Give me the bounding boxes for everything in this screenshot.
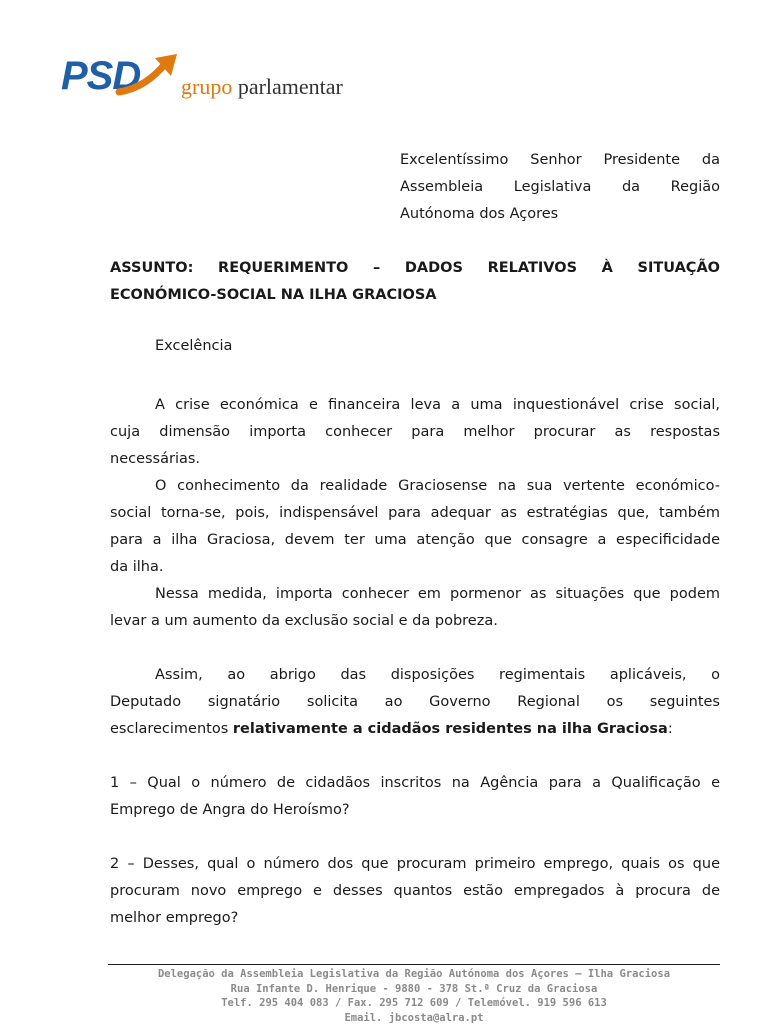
text-line: [110, 716, 720, 743]
text-line: Assim, ao abrigo das disposições regimentais aplicáveis, o: [110, 662, 720, 689]
logo-brand: PSD: [61, 54, 140, 99]
text-line: 1 – Qual o número de cidadãos inscritos na Agência para a Qualificação e: [110, 770, 720, 797]
text-line: para a ilha Graciosa, devem ter uma atenção que consagre a especificidade: [110, 527, 720, 554]
logo-text: [181, 74, 343, 100]
footer-line: Email. jbcosta@alra.pt: [108, 1011, 720, 1025]
question-2: [110, 851, 720, 932]
party-logo: [55, 48, 345, 118]
addressee-line: Assembleia Legislativa da Região: [400, 174, 720, 201]
text-line: social torna-se, pois, indispensável para adequar as estratégias que, também: [110, 500, 720, 527]
paragraph-3: [110, 581, 720, 635]
text-line: da ilha.: [110, 554, 720, 581]
question-1: [110, 770, 720, 824]
page-footer: [108, 964, 720, 1025]
addressee-line: Autónoma dos Açores: [400, 201, 720, 228]
paragraph-2: [110, 473, 720, 581]
text-line: 2 – Desses, qual o número dos que procuram primeiro emprego, quais os que: [110, 851, 720, 878]
text-bold: relativamente a cidadãos residentes na ilha Graciosa: [233, 721, 668, 737]
paragraph-4: [110, 662, 720, 743]
text-line: Nessa medida, importa conhecer em pormenor as situações que podem: [110, 581, 720, 608]
subject-heading: [110, 255, 720, 309]
subject-line: ECONÓMICO-SOCIAL NA ILHA GRACIOSA: [110, 282, 720, 309]
addressee-line: Excelentíssimo Senhor Presidente da: [400, 147, 720, 174]
footer-line: Telf. 295 404 083 / Fax. 295 712 609 / Telemóvel. 919 596 613: [108, 996, 720, 1011]
paragraph-1: [110, 392, 720, 473]
footer-line: Rua Infante D. Henrique - 9880 - 378 St.ª Cruz da Graciosa: [108, 982, 720, 997]
text-span: esclarecimentos: [110, 721, 233, 737]
text-line: Deputado signatário solicita ao Governo Regional os seguintes: [110, 689, 720, 716]
text-line: A crise económica e financeira leva a uma inquestionável crise social,: [110, 392, 720, 419]
text-line: necessárias.: [110, 446, 720, 473]
salutation: Excelência: [155, 338, 232, 354]
text-line: Emprego de Angra do Heroísmo?: [110, 797, 720, 824]
text-line: O conhecimento da realidade Graciosense na sua vertente económico-: [110, 473, 720, 500]
logo-text-2: parlamentar: [238, 74, 343, 99]
text-line: cuja dimensão importa conhecer para melhor procurar as respostas: [110, 419, 720, 446]
subject-line: ASSUNTO: REQUERIMENTO – DADOS RELATIVOS À SITUAÇÃO: [110, 255, 720, 282]
addressee-block: [400, 147, 720, 228]
text-line: levar a um aumento da exclusão social e da pobreza.: [110, 608, 720, 635]
text-span: :: [668, 721, 673, 737]
arrow-icon: [115, 52, 185, 102]
footer-line: Delegação da Assembleia Legislativa da Região Autónoma dos Açores – Ilha Graciosa: [108, 967, 720, 982]
logo-text-1: grupo: [181, 74, 232, 99]
text-line: procuram novo emprego e desses quantos estão empregados à procura de: [110, 878, 720, 905]
text-line: melhor emprego?: [110, 905, 720, 932]
